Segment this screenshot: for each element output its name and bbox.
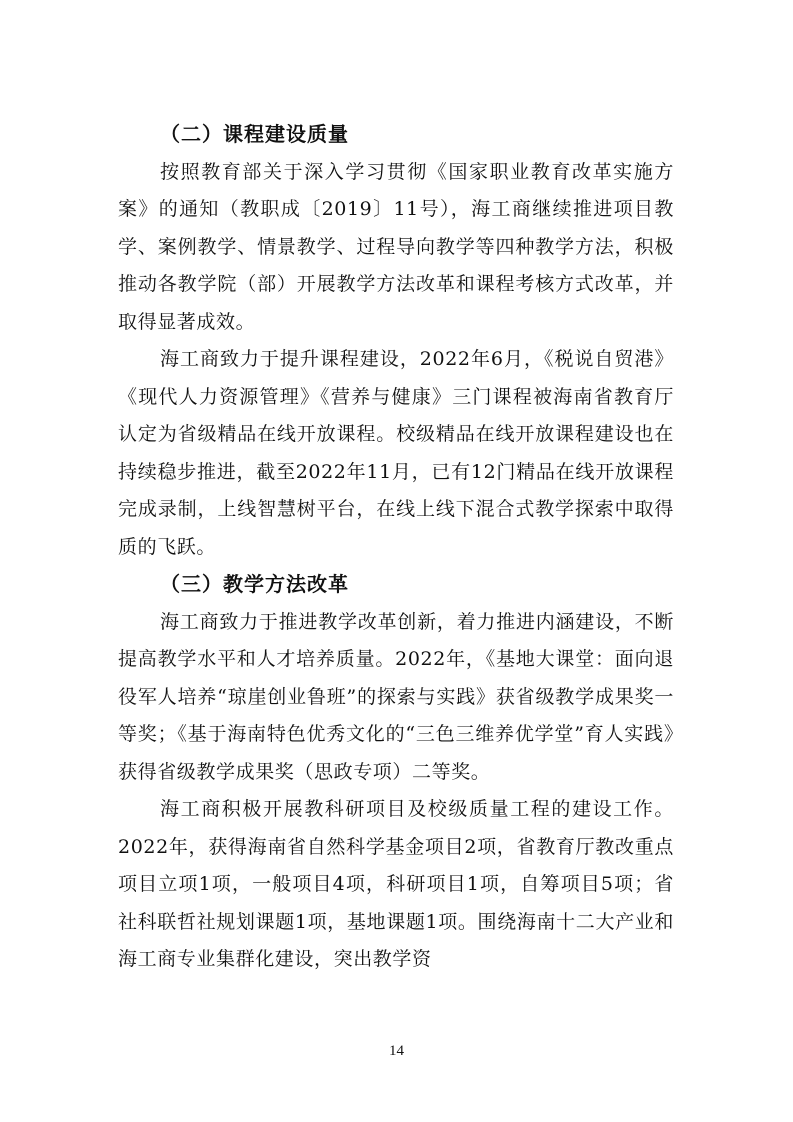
document-body <box>118 116 674 979</box>
section-heading-course-quality: （二）课程建设质量 <box>160 122 349 146</box>
page-number: 14 <box>389 1043 404 1059</box>
paragraph-research-projects: 海工商积极开展教科研项目及校级质量工程的建设工作。2022年，获得海南省自然科学基金项目2项，省教育厅教改重点项目立项1项，一般项目4项，科研项目1项，自筹项目5项；省社科联哲社规划课题1项，基地课题1项。围绕海南十二大产业和海工商专业集群化建设，突出教学资 <box>118 798 674 970</box>
paragraph-course-construction: 海工商致力于提升课程建设，2022年6月，《税说自贸港》《现代人力资源管理》《营养与健康》三门课程被海南省教育厅认定为省级精品在线开放课程。校级精品在线开放课程建设也在持续稳步推进，截至2022年11月，已有12门精品在线开放课程完成录制，上线智慧树平台，在线上线下混合式教学探索中取得质的飞跃。 <box>118 348 674 558</box>
paragraph-teaching-methods: 按照教育部关于深入学习贯彻《国家职业教育改革实施方案》的通知（教职成〔2019〕11号），海工商继续推进项目教学、案例教学、情景教学、过程导向教学等四种教学方法，积极推动各教学院（部）开展教学方法改革和课程考核方式改革，并取得显著成效。 <box>118 160 674 333</box>
paragraph-teaching-awards: 海工商致力于推进教学改革创新，着力推进内涵建设，不断提高教学水平和人才培养质量。2022年，《基地大课堂：面向退役军人培养“琼崖创业鲁班”的探索与实践》获省级教学成果奖一等奖；《基于海南特色优秀文化的“三色三维养优学堂”育人实践》获得省级教学成果奖（思政专项）二等奖。 <box>118 610 674 783</box>
section-heading-teaching-reform: （三）教学方法改革 <box>160 572 349 596</box>
